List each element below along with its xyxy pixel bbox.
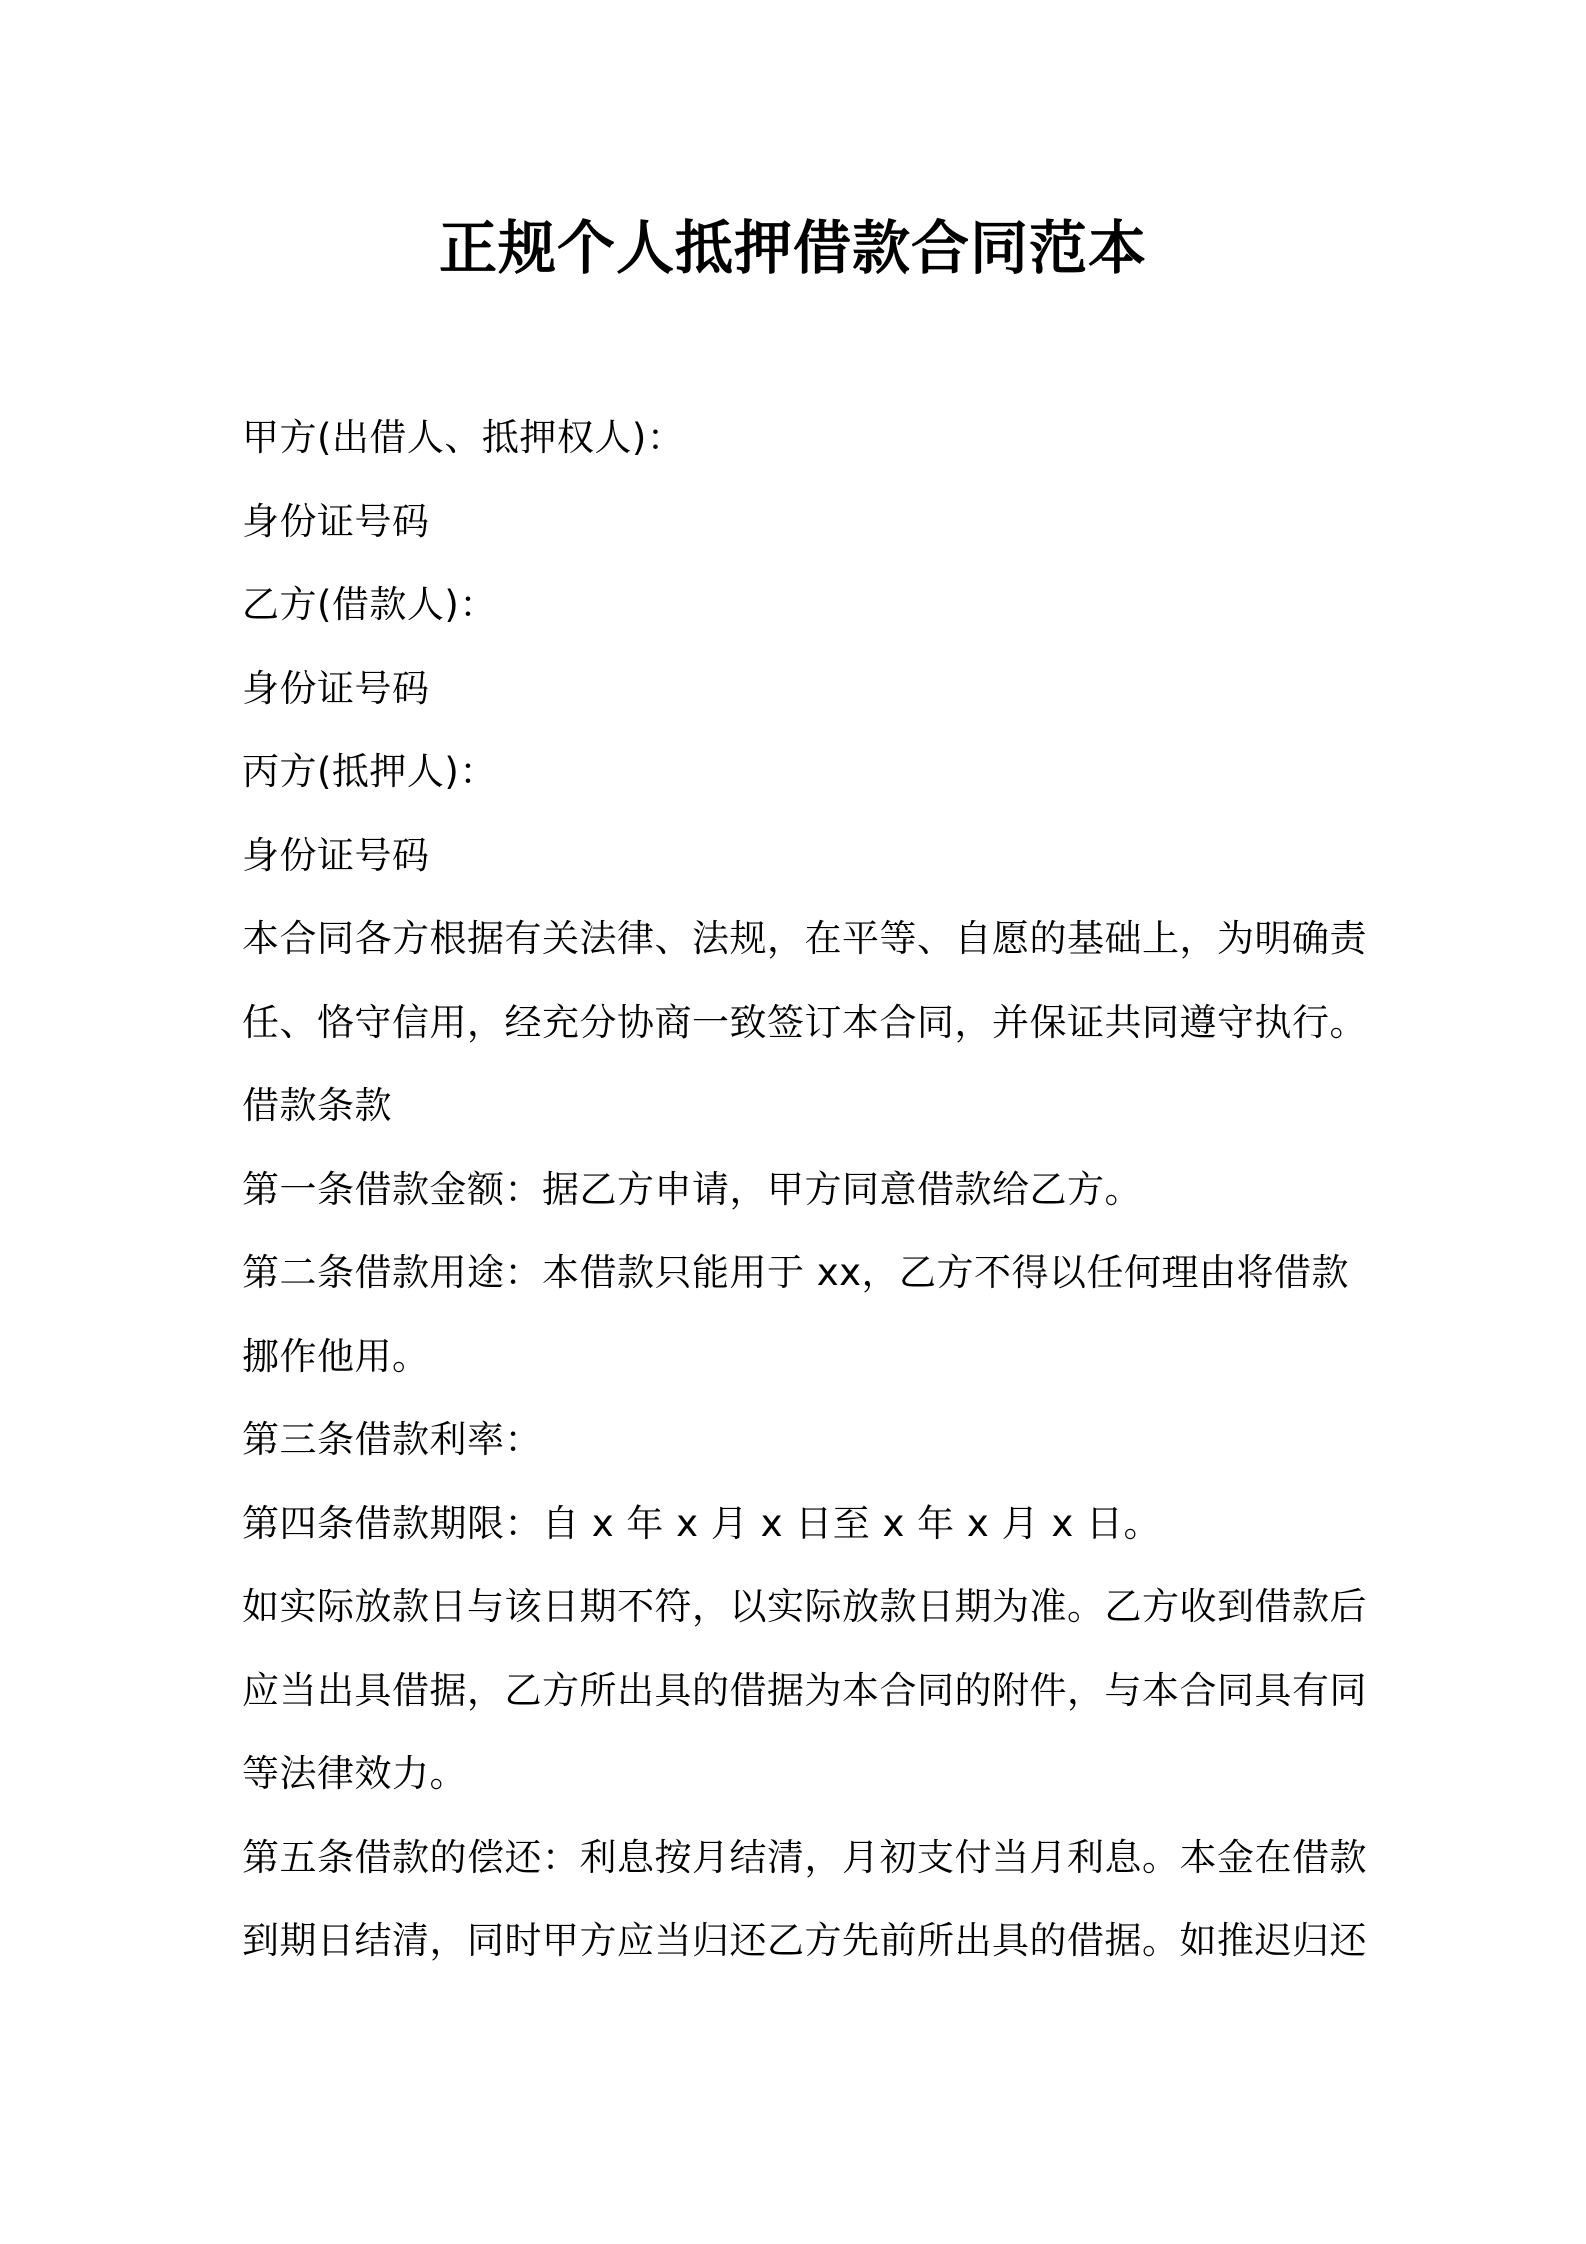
article-5-line-2: 到期日结清，同时甲方应当归还乙方先前所出具的借据。如推迟归还 [242, 1919, 1367, 1962]
article-4-note-line-3: 等法律效力。 [242, 1752, 467, 1795]
article-2-line-1: 第二条借款用途：本借款只能用于 xx，乙方不得以任何理由将借款 [242, 1251, 1350, 1294]
party-a-line: 甲方(出借人、抵押权人)： [242, 416, 685, 459]
article-3-line: 第三条借款利率： [242, 1418, 542, 1461]
article-4-note-line-1: 如实际放款日与该日期不符，以实际放款日期为准。乙方收到借款后 [242, 1585, 1367, 1628]
party-a-id-line: 身份证号码 [242, 499, 430, 543]
preamble-line-2: 任、恪守信用，经充分协商一致签订本合同，并保证共同遵守执行。 [242, 1000, 1367, 1044]
article-4-line: 第四条借款期限：自 x 年 x 月 x 日至 x 年 x 月 x 日。 [242, 1501, 1162, 1545]
article-2-line-2: 挪作他用。 [242, 1334, 430, 1378]
party-b-line: 乙方(借款人)： [242, 583, 497, 626]
party-c-id-line: 身份证号码 [242, 833, 430, 877]
document-title: 正规个人抵押借款合同范本 [438, 214, 1147, 282]
section-heading: 借款条款 [242, 1084, 392, 1127]
party-c-line: 丙方(抵押人)： [242, 750, 497, 793]
article-1-line: 第一条借款金额：据乙方申请，甲方同意借款给乙方。 [242, 1167, 1142, 1211]
preamble-line-1: 本合同各方根据有关法律、法规，在平等、自愿的基础上，为明确责 [242, 917, 1367, 960]
party-b-id-line: 身份证号码 [242, 666, 430, 710]
document-body [242, 396, 1367, 1983]
article-5-line-1: 第五条借款的偿还：利息按月结清，月初支付当月利息。本金在借款 [242, 1835, 1367, 1879]
article-4-note-line-2: 应当出具借据，乙方所出具的借据为本合同的附件，与本合同具有同 [242, 1668, 1367, 1712]
